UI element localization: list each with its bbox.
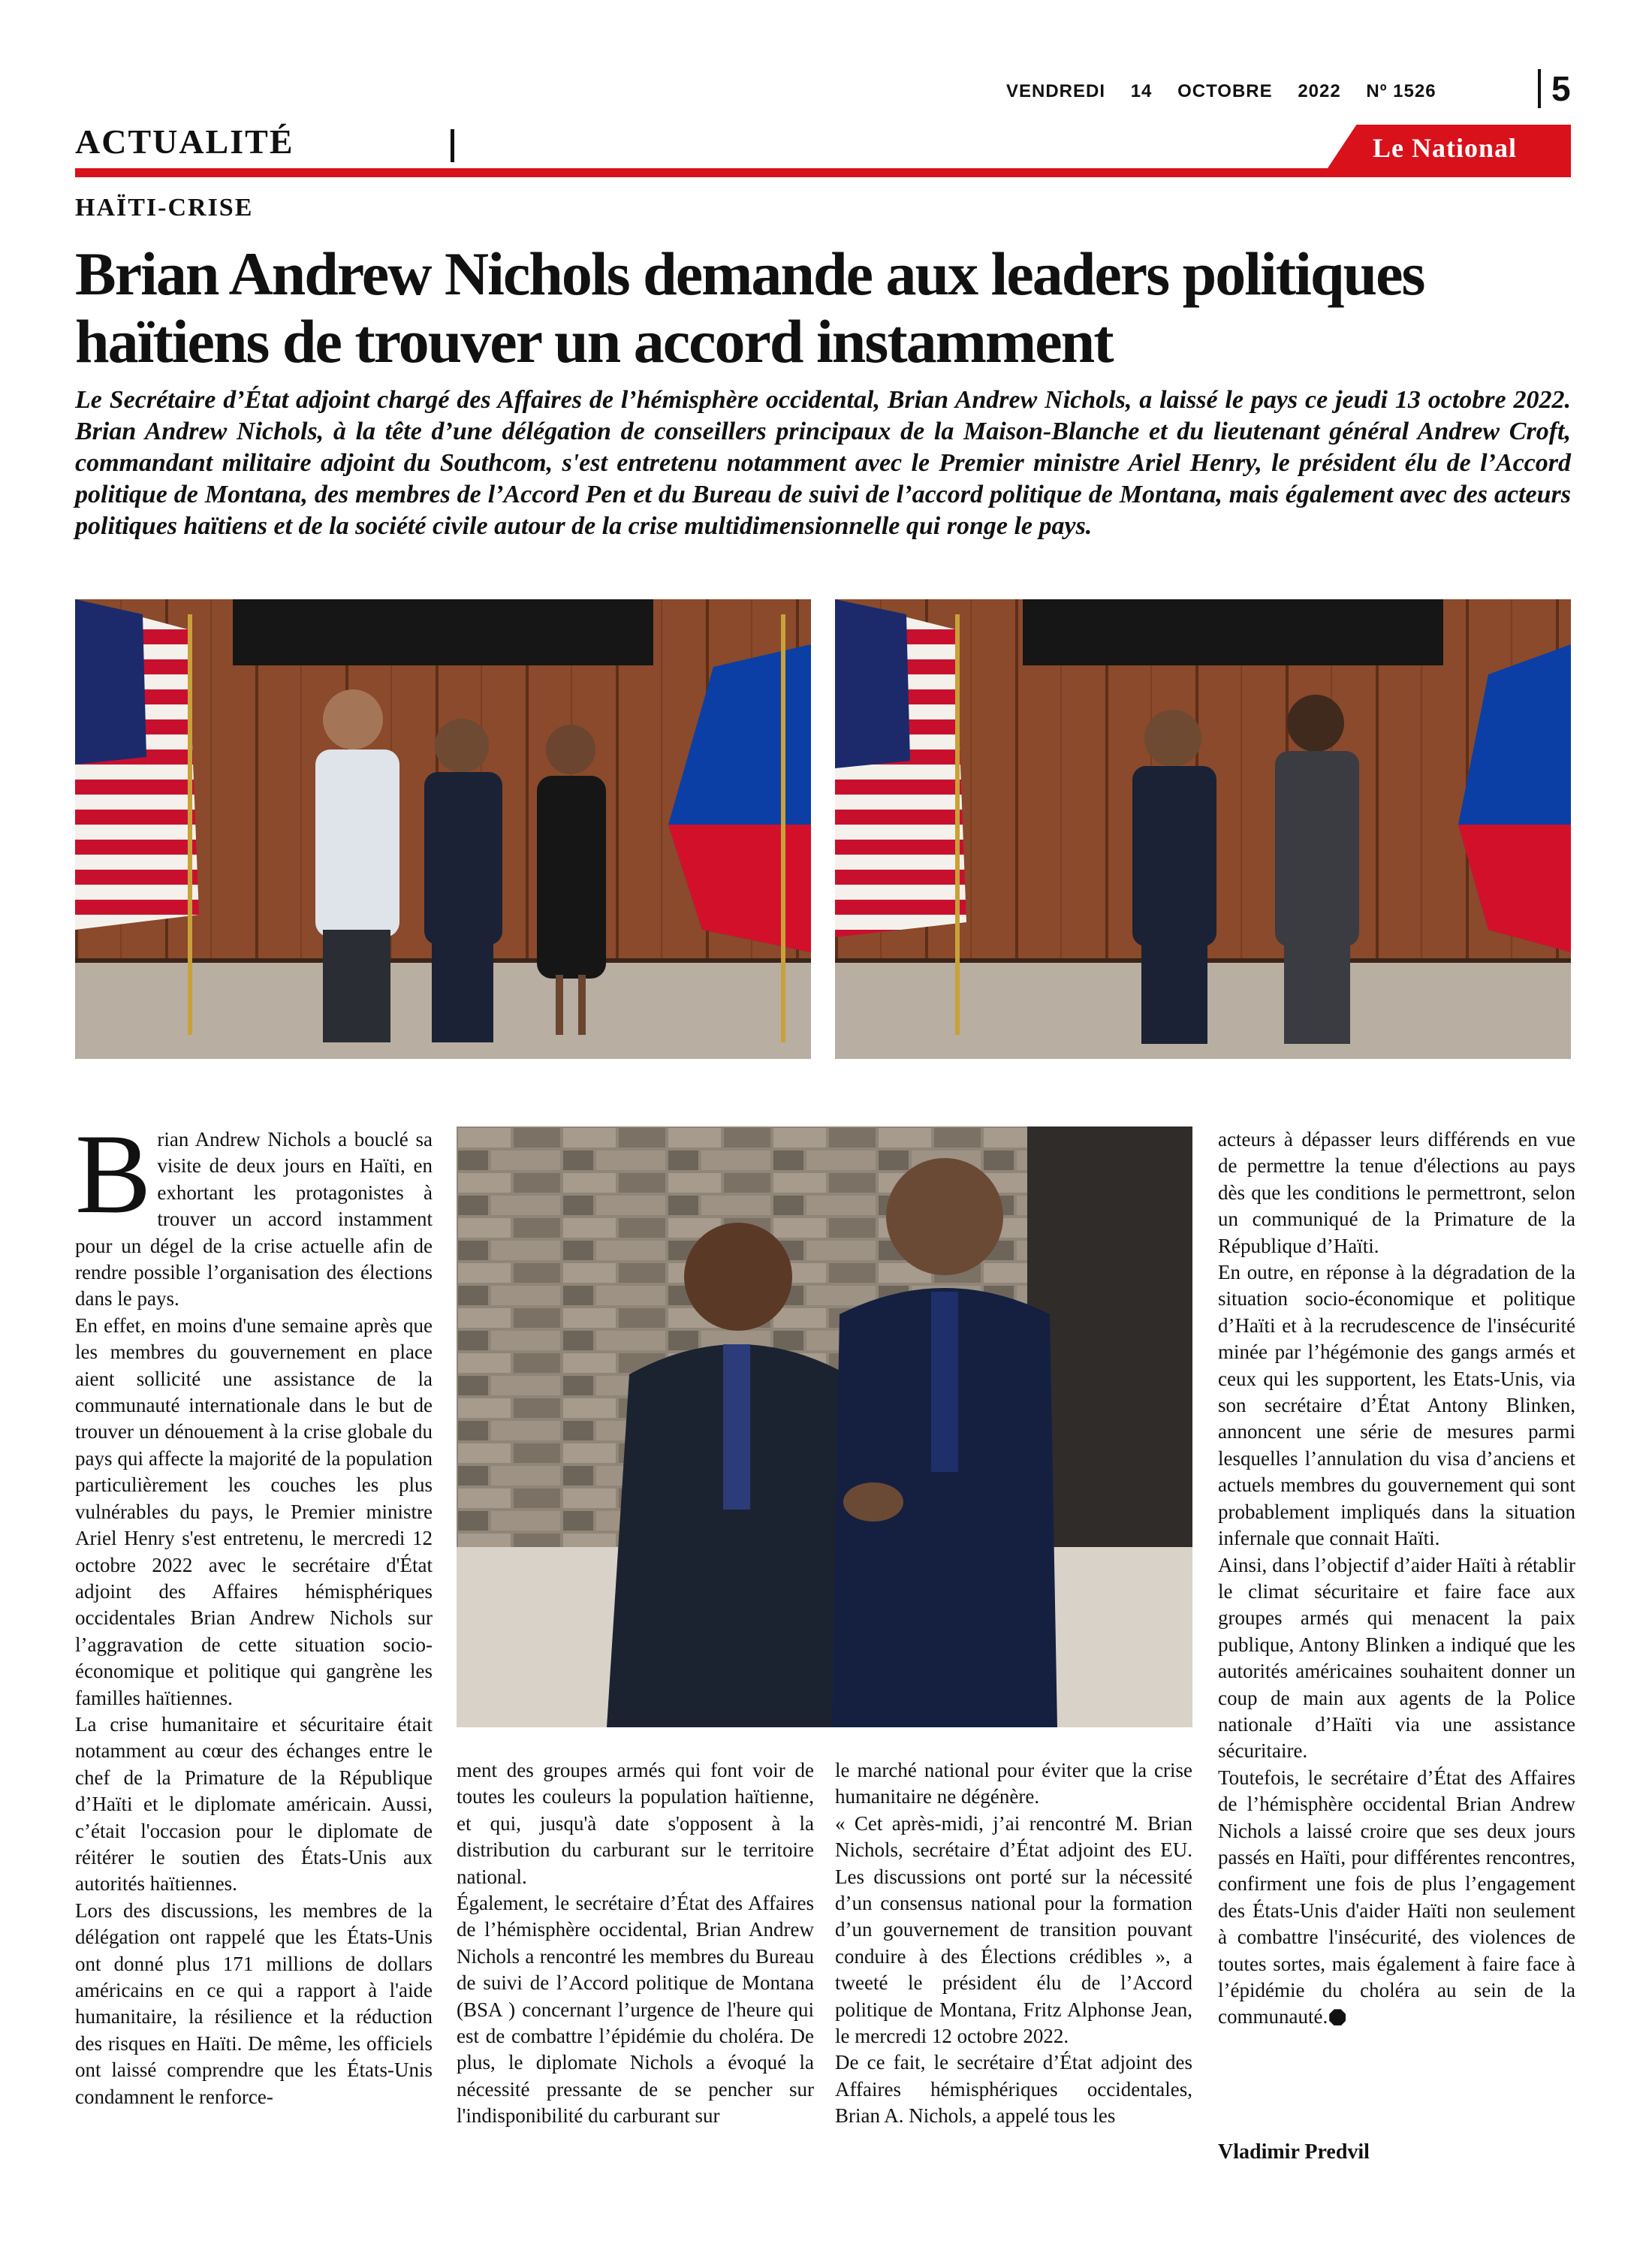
- headline-line-2: haïtiens de trouver un accord instamment: [75, 307, 1113, 376]
- article-kicker: HAÏTI-CRISE: [75, 194, 254, 222]
- article-column-1: [75, 1111, 433, 2155]
- paragraph: Lors des discussions, les membres de la délégation ont rappelé que les États-Unis ont donné plus 171 millions de dollars américains en ce qui a rapport à l'aide humanitaire, la résilience et la réduction des risques en Haïti. De même, les officiels ont laissé comprendre que les États-Unis condamnent le renforce-: [75, 1899, 433, 2108]
- photo-handshake: [457, 1126, 1192, 1727]
- paragraph: Toutefois, le secrétaire d’État des Affaires de l’hémisphère occidental Brian Andrew Nichols a laissé croire que ses deux jours passés en Haïti, pour différentes rencontres, confirment une fois de plus l’engagement des États-Unis d'aider Haïti non seulement à combattre l'insécurité, des violences de toutes sortes, mais également à faire face à l’épidémie du choléra au sein de la communauté.: [1218, 1766, 1575, 2028]
- end-mark-icon: [1329, 2009, 1346, 2025]
- paragraph: Également, le secrétaire d’État des Affaires de l’hémisphère occidental, Brian Andrew Nichols a rencontré les membres du Bureau de suivi de l’Accord politique de Montana (BSA ) concernant l’urgence de l'heure qui est de combattre l’épidémie du choléra. De plus, le diplomate Nichols a évoqué la nécessité pressante de se pencher sur l'indisponibilité du carburant sur: [457, 1892, 814, 2128]
- issue-date-line: [1006, 81, 1547, 102]
- drop-cap: B: [75, 1111, 152, 1237]
- paragraph: rian Andrew Nichols a bouclé sa visite de deux jours en Haïti, en exhortant les protagonistes à trouver un accord instamment pour un dégel de la crise actuelle afin de rendre possible l’organisation des élections dans le pays.: [75, 1128, 433, 1310]
- paragraph: En effet, en moins d'une semaine après que les membres du gouvernement en place aient sollicité une assistance de la communauté internationale dans le but de trouver un dénouement à la crise globale du pays qui affecte la majorité de la population particulièrement les couches les plus vulnérables du pays, le Premier ministre Ariel Henry s'est entretenu, le mercredi 12 octobre 2022 avec le secrétaire d'État adjoint des Affaires hémisphériques occidentales Brian Andrew Nichols sur l’aggravation de cette situation socio-économique et politique qui gangrène les familles haïtiennes.: [75, 1313, 433, 1709]
- brand-name: Le National: [1373, 133, 1518, 163]
- paragraph: Ainsi, dans l’objectif d’aider Haïti à rétablir le climat sécuritaire et faire face aux groupes armés qui menacent la paix publique, Antony Blinken a indiqué que les autorités américaines souhaitent donner un coup de main aux agents de la Police nationale d’Haïti via une assistance sécuritaire.: [1218, 1553, 1575, 1763]
- page-number: 5: [1538, 69, 1571, 108]
- article-byline: Vladimir Predvil: [1218, 2140, 1370, 2164]
- paragraph: « Cet après-midi, j’ai rencontré M. Brian Nichols, secrétaire d’État adjoint des EU. Les discussions ont porté sur la nécessité d’un consensus national pour la formation d’un gouvernement de transition pouvant conduire à des Élections crédibles », a tweeté le président élu de l’Accord politique de Montana, Fritz Alphonse Jean, le mercredi 12 octobre 2022.: [835, 1811, 1192, 2048]
- issue-month: OCTOBRE: [1177, 81, 1273, 101]
- issue-year: 2022: [1298, 81, 1341, 101]
- section-divider: [451, 129, 454, 162]
- photo-delegation-three-people: [75, 599, 811, 1059]
- paragraph: De ce fait, le secrétaire d’État adjoint des Affaires hémisphériques occidentales, Brian A. Nichols, a appelé tous les: [835, 2051, 1192, 2128]
- paragraph: le marché national pour éviter que la crise humanitaire ne dégénère.: [835, 1759, 1192, 1808]
- paragraph: La crise humanitaire et sécuritaire était notamment au cœur des échanges entre le chef de la Primature de la République d’Haïti et le diplomate américain. Aussi, c’était l'occasion pour le diplomate de réitérer le soutien des États-Unis aux autorités haïtiennes.: [75, 1712, 433, 1896]
- paragraph: ment des groupes armés qui font voir de toutes les couleurs la population haïtienne, et qui, jusqu'à date s'opposent à la distribution du carburant sur le territoire national.: [457, 1759, 814, 1888]
- article-column-4: [1218, 1126, 1575, 2118]
- article-column-3: [835, 1757, 1192, 2155]
- paragraph: acteurs à dépasser leurs différends en vue de permettre la tenue d'élections au pays dès que les conditions le permettront, selon un communiqué de la Primature de la République d’Haïti.: [1218, 1128, 1575, 1257]
- header-red-rule: [75, 168, 1571, 177]
- headline-line-1: Brian Andrew Nichols demande aux leaders politiques: [75, 240, 1424, 308]
- article-lead: Le Secrétaire d’État adjoint chargé des Affaires de l’hémisphère occidental, Brian Andrew Nichols, a laissé le pays ce jeudi 13 octobre 2022. Brian Andrew Nichols, à la tête d’une délégation de conseillers principaux de la Maison-Blanche et du lieutenant général Andrew Croft, commandant militaire adjoint du Southcom, s'est entretenu notamment avec le Premier ministre Ariel Henry, le président élu de l’Accord politique de Montana, des membres de l’Accord Pen et du Bureau de suivi de l’accord politique de Montana, mais également avec des acteurs politiques haïtiens et de la société civile autour de la crise multidimensionnelle qui ronge le pays.: [75, 386, 1571, 540]
- issue-date: 14: [1130, 81, 1153, 101]
- issue-day: VENDREDI: [1006, 81, 1106, 101]
- article-column-2: [457, 1757, 814, 2155]
- photo-two-officials: [835, 599, 1571, 1059]
- issue-number: Nº 1526: [1366, 81, 1436, 101]
- paragraph: En outre, en réponse à la dégradation de la situation socio-économique et politique d’Haïti et à la recrudescence de l'insécurité minée par l’hégémonie des gangs armés et ceux qui les supportent, les Etats-Unis, via son secrétaire d’État Antony Blinken, annoncent une série de mesures parmi lesquelles l’annulation du visa d’anciens et actuels membres du gouvernement qui sont probablement impliqués dans la situation infernale que connait Haïti.: [1218, 1261, 1575, 1550]
- article-headline: [75, 240, 1577, 376]
- section-label: ACTUALITÉ: [75, 122, 294, 161]
